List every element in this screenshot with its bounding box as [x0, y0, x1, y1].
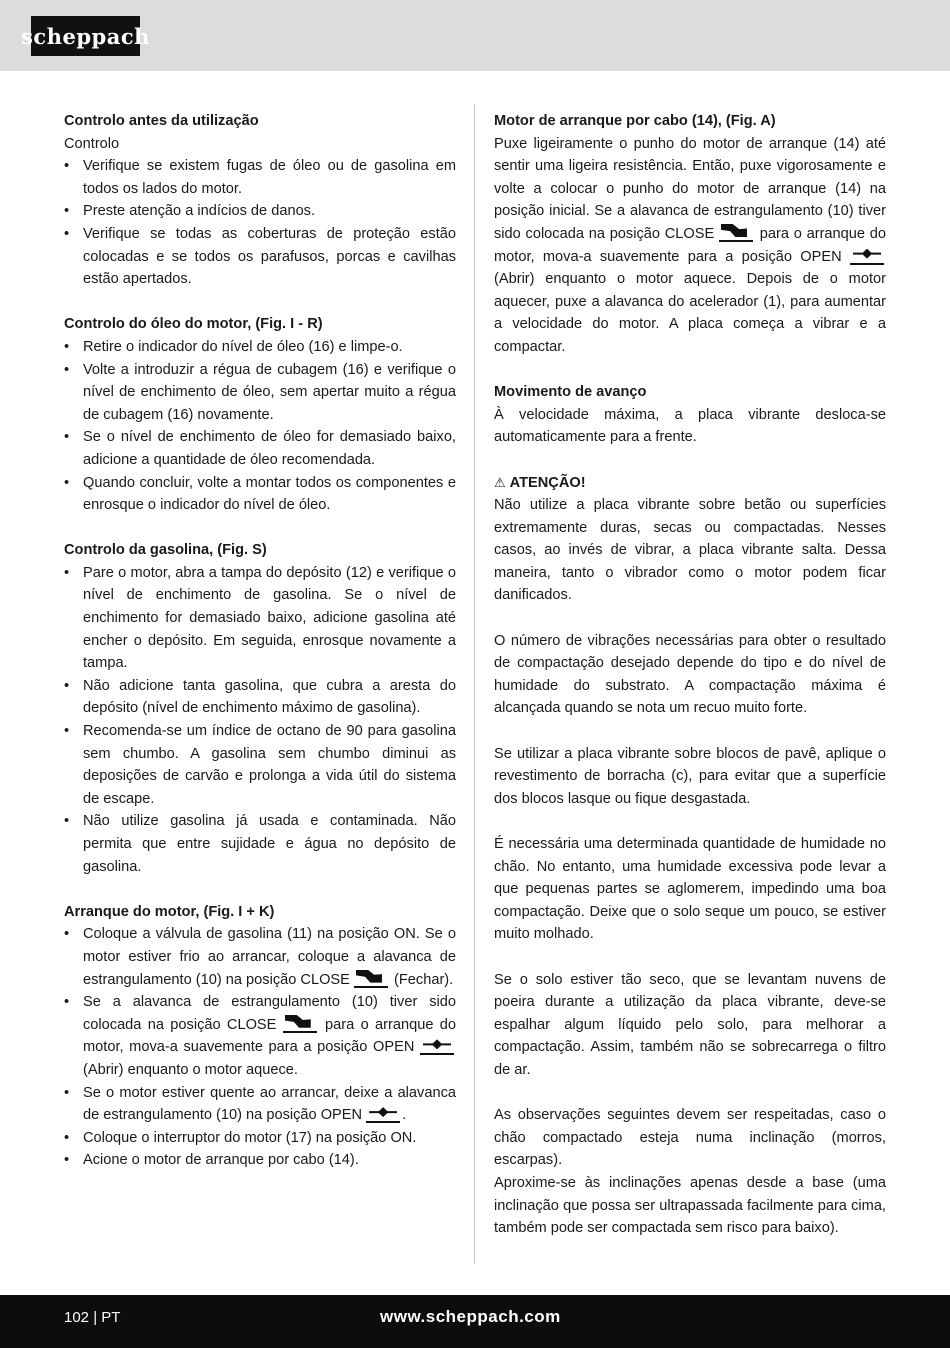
page-number: 102 | PT — [64, 1309, 121, 1326]
choke-open-icon — [850, 246, 884, 265]
warning-icon: ⚠ — [494, 474, 506, 490]
bullet-list — [64, 562, 456, 878]
section-title: Controlo antes da utilização — [64, 113, 259, 129]
section-title: Motor de arranque por cabo (14), (Fig. A) — [494, 113, 776, 129]
paragraph: Se o solo estiver tão seco, que se levantam nuvens de poeira durante a utilização da placa vibrante, deve-se espalhar algum líquido pelo solo, para melhorar a compactação. Assim, também não se sobrecarrega o filtro de ar. — [494, 971, 886, 1078]
list-item: • Quando concluir, volte a montar todos os componentes e enrosque o indicador do nível de óleo. — [64, 472, 456, 517]
bullet-list — [64, 155, 456, 291]
section-title: Arranque do motor, (Fig. I + K) — [64, 903, 275, 920]
list-item: • Se o motor estiver quente ao arrancar, deixe a alavanca de estrangulamento (10) na posição OPEN . — [64, 1082, 456, 1127]
choke-close-icon — [283, 1014, 317, 1033]
list-item: • Retire o indicador do nível de óleo (16) e limpe-o. — [64, 336, 456, 359]
paragraph: Puxe ligeiramente o punho do motor de arranque (14) até sentir uma ligeira resistência. Então, puxe vigorosamente e volte a colocar o punho do motor de arranque (14) na posição inicial. Se a alavanca de estrangulamento (10) tiver sido colocada na posição CLOSE para o arranque do motor, mova-a suavemente para a posição OPEN (Abrir) enquanto o motor aquece. Depois de o motor aquecer, puxe a alavanca do acelerador (1), para aumentar a velocidade do motor. A placa começa a vibrar e a compactar. — [494, 135, 886, 355]
section-title: Controlo do óleo do motor, (Fig. I - R) — [64, 316, 323, 333]
list-item: • Verifique se existem fugas de óleo ou de gasolina em todos os lados do motor. — [64, 155, 456, 200]
column-divider — [474, 104, 475, 1264]
list-item: • Coloque o interruptor do motor (17) na posição ON. — [64, 1127, 456, 1150]
list-item: • Volte a introduzir a régua de cubagem (16) e verifique o nível de enchimento de óleo, sem apertar muito a régua de cubagem (16) novamente. — [64, 359, 456, 427]
warning-title: ⚠ ATENÇÃO! — [494, 474, 586, 491]
list-item: • Verifique se todas as coberturas de proteção estão colocadas e se todos os parafusos, porcas e cavilhas estão apertados. — [64, 223, 456, 291]
paragraph: As observações seguintes devem ser respeitadas, caso o chão compactado esteja numa inclinação (morros, escarpas). — [494, 1107, 886, 1169]
section-title: Controlo da gasolina, (Fig. S) — [64, 542, 267, 559]
list-item: • Se a alavanca de estrangulamento (10) tiver sido colocada na posição CLOSE para o arranque do motor, mova-a suavemente para a posição OPEN (Abrir) enquanto o motor aquece. — [64, 991, 456, 1081]
header-bar — [0, 0, 950, 71]
brand-logo: scheppach — [31, 16, 140, 56]
bullet-list — [64, 923, 456, 1172]
paragraph: É necessária uma determinada quantidade de humidade no chão. No entanto, uma humidade excessiva pode levar a que pequenas partes se aglomerem, impedindo uma boa compactação. Deixe que o solo seque um pouco, se estiver muito molhado. — [494, 836, 886, 943]
list-item: • Acione o motor de arranque por cabo (14). — [64, 1149, 456, 1172]
choke-close-icon — [719, 223, 753, 242]
paragraph: À velocidade máxima, a placa vibrante desloca-se automaticamente para a frente. — [494, 406, 886, 446]
paragraph: Se utilizar a placa vibrante sobre blocos de pavê, aplique o revestimento de borracha (c), para evitar que a superfície dos blocos lasque ou fique desgastada. — [494, 745, 886, 807]
choke-open-icon — [366, 1104, 400, 1123]
right-column — [494, 110, 886, 1240]
section-title: Movimento de avanço — [494, 384, 647, 401]
footer-bar — [0, 1295, 950, 1348]
list-item: • Pare o motor, abra a tampa do depósito (12) e verifique o nível de enchimento de gasolina. Se o nível de enchimento for demasiado baixo, adicione gasolina até encher o depósito. Em seguida, enrosque novamente a tampa. — [64, 562, 456, 675]
list-item: • Se o nível de enchimento de óleo for demasiado baixo, adicione a quantidade de óleo recomendada. — [64, 426, 456, 471]
website-link[interactable]: www.scheppach.com — [380, 1307, 561, 1326]
paragraph: O número de vibrações necessárias para obter o resultado de compactação desejado depende do tipo e do nível de humidade do substrato. A compactação máxima é alcançada quando se nota um recuo muito forte. — [494, 632, 886, 717]
list-item: • Coloque a válvula de gasolina (11) na posição ON. Se o motor estiver frio ao arrancar, coloque a alavanca de estrangulamento (10) na posição CLOSE (Fechar). — [64, 923, 456, 991]
section-subtitle: Controlo — [64, 135, 120, 152]
choke-open-icon — [420, 1036, 454, 1055]
choke-close-icon — [354, 969, 388, 988]
paragraph: Não utilize a placa vibrante sobre betão ou superfícies extremamente duras, secas ou compactadas. Nesses casos, ao invés de vibrar, a placa vibrante salta. Dessa maneira, tanto o vibrador como o motor podem ficar danificados. — [494, 497, 886, 604]
list-item: • Recomenda-se um índice de octano de 90 para gasolina sem chumbo. A gasolina sem chumbo diminui as deposições de carvão e prolonga a vida útil do sistema de escape. — [64, 720, 456, 810]
left-column — [64, 110, 456, 1172]
list-item: • Preste atenção a indícios de danos. — [64, 200, 456, 223]
list-item: • Não adicione tanta gasolina, que cubra a aresta do depósito (nível de enchimento máximo de gasolina). — [64, 675, 456, 720]
paragraph: Aproxime-se às inclinações apenas desde a base (uma inclinação que possa ser ultrapassada facilmente para cima, também pode ser compactada sem risco para baixo). — [494, 1174, 886, 1237]
list-item: • Não utilize gasolina já usada e contaminada. Não permita que entre sujidade e água no depósito de gasolina. — [64, 810, 456, 878]
bullet-list — [64, 336, 456, 517]
